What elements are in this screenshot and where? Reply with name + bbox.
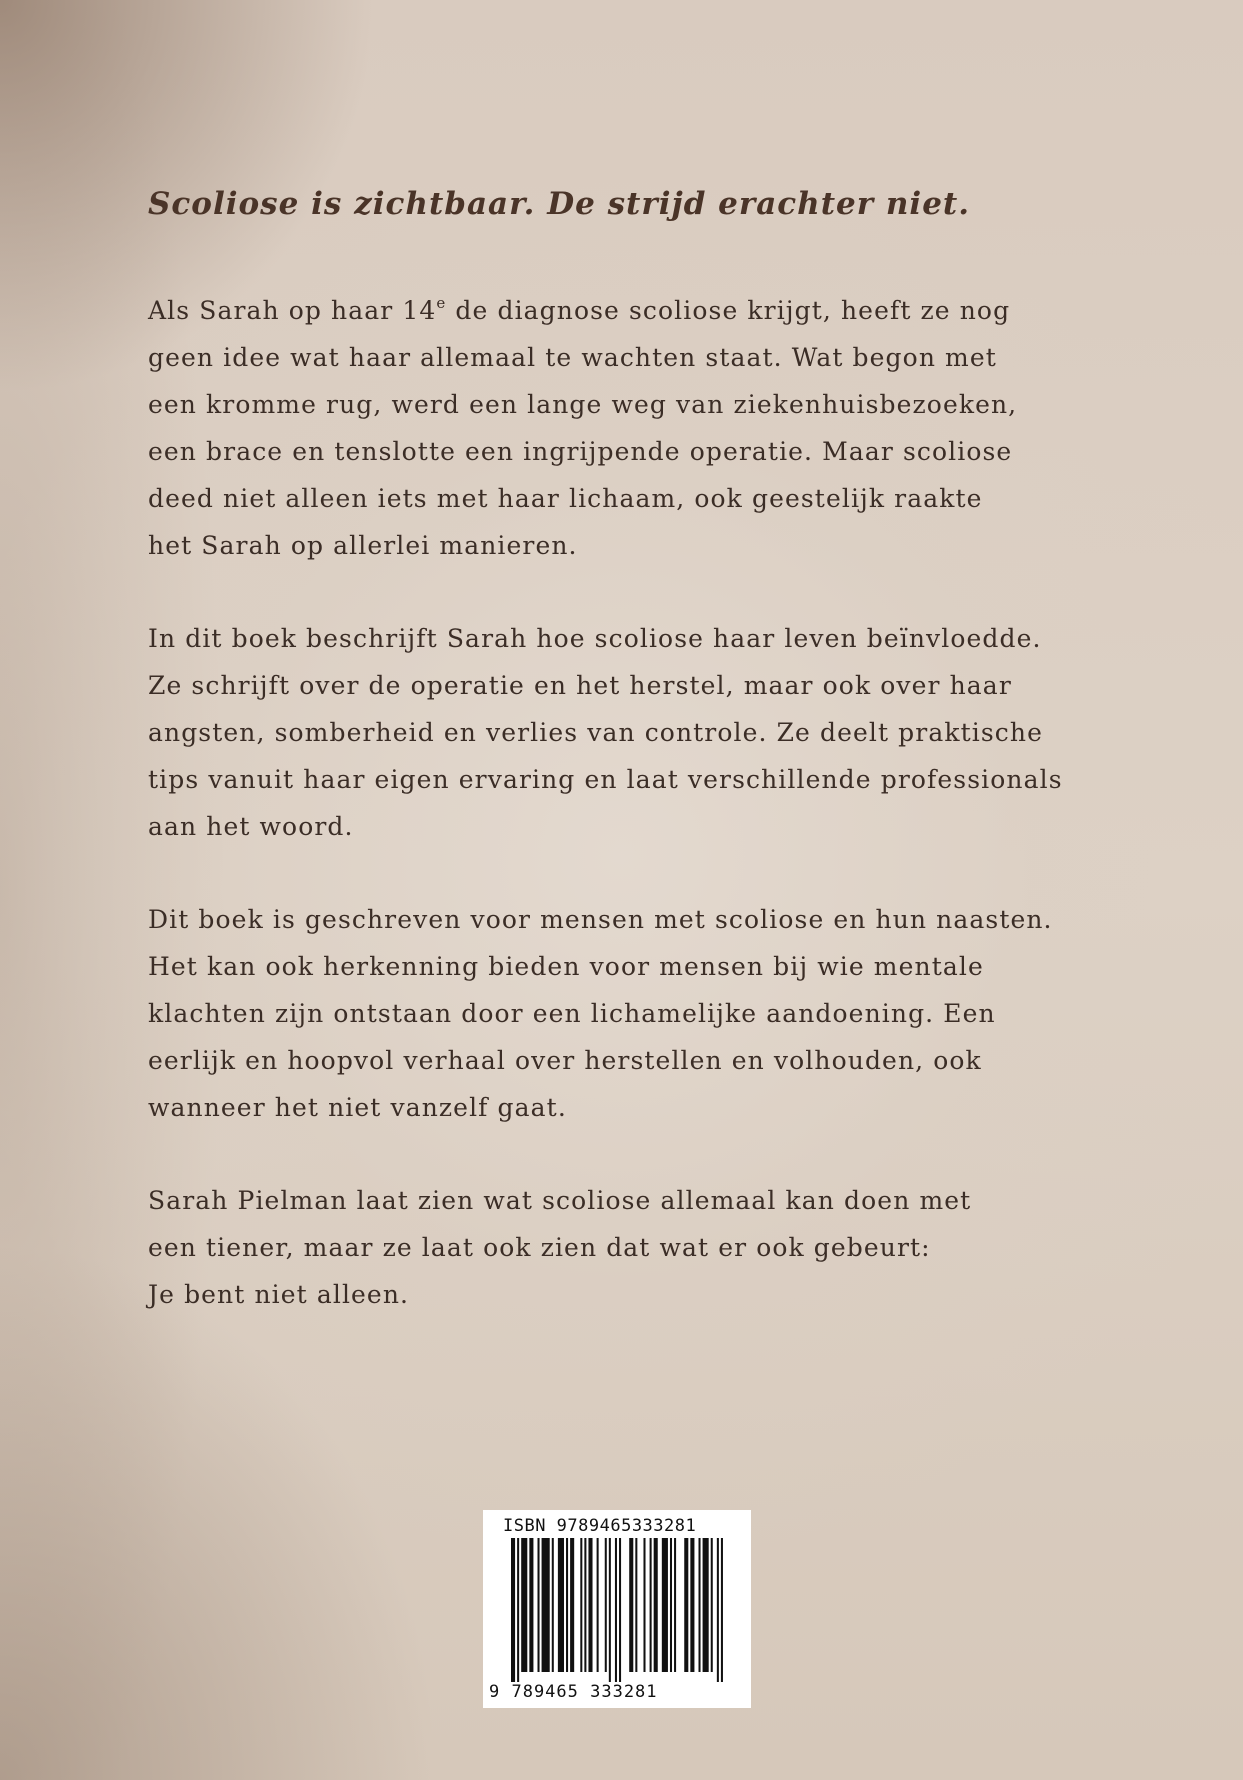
text-line: een brace en tenslotte een ingrijpende operatie. Maar scoliose — [148, 437, 1013, 466]
headline: Scoliose is zichtbaar. De strijd erachter niet. — [148, 186, 971, 222]
paragraph — [148, 896, 1088, 1131]
barcode-bar — [538, 1538, 540, 1672]
barcode-bar — [588, 1538, 592, 1672]
barcode-bar — [511, 1538, 515, 1682]
isbn-label: ISBN 9789465333281 — [503, 1516, 697, 1536]
barcode-bar — [542, 1538, 550, 1672]
barcode-bar — [521, 1538, 527, 1672]
text-line: eerlijk en hoopvol verhaal over herstellen en volhouden, ook — [148, 1046, 982, 1075]
text-line: het Sarah op allerlei manieren. — [148, 531, 578, 560]
text-line: Je bent niet alleen. — [148, 1280, 410, 1309]
barcode-bar — [517, 1538, 519, 1682]
text-line: Het kan ook herkenning bieden voor mensen bij wie mentale — [148, 952, 984, 981]
barcode-bar — [690, 1538, 694, 1672]
barcode-bar — [566, 1538, 568, 1672]
barcode-bar — [670, 1538, 672, 1672]
barcode-bar — [703, 1538, 709, 1672]
text-line: In dit boek beschrijft Sarah hoe scoliose haar leven beïnvloedde. — [148, 624, 1042, 653]
text-line: angsten, somberheid en verlies van controle. Ze deelt praktische — [148, 718, 1043, 747]
barcode-bar — [699, 1538, 701, 1672]
barcode-bars — [511, 1538, 725, 1682]
barcode-bar — [529, 1538, 533, 1672]
barcode-bar — [619, 1538, 621, 1682]
barcode-bar — [597, 1538, 599, 1672]
barcode-bar — [650, 1538, 652, 1672]
barcode-bar — [552, 1538, 554, 1672]
text-line: een kromme rug, werd een lange weg van ziekenhuisbezoeken, — [148, 390, 1018, 419]
blurb — [148, 287, 1088, 1364]
barcode-bar — [580, 1538, 582, 1672]
barcode-bar — [717, 1538, 719, 1682]
barcode-bar — [711, 1538, 713, 1672]
barcode-bar — [615, 1538, 617, 1682]
barcode-bar — [721, 1538, 723, 1682]
text-fragment: de diagnose scoliose krijgt, heeft ze nog — [446, 296, 1011, 325]
text-line: een tiener, maar ze laat ook zien dat wat er ook gebeurt: — [148, 1233, 931, 1262]
barcode-bar — [635, 1538, 637, 1672]
barcode-bar — [662, 1538, 668, 1672]
text-line: Sarah Pielman laat zien wat scoliose allemaal kan doen met — [148, 1186, 972, 1215]
paragraph — [148, 615, 1088, 850]
isbn-barcode — [483, 1510, 751, 1708]
text-line: tips vanuit haar eigen ervaring en laat verschillende professionals — [148, 765, 1063, 794]
barcode-bar — [629, 1538, 633, 1672]
barcode-bar — [558, 1538, 564, 1672]
barcode-bar — [584, 1538, 586, 1672]
barcode-bar — [605, 1538, 607, 1672]
barcode-bar — [684, 1538, 688, 1672]
text-line: aan het woord. — [148, 812, 354, 841]
isbn-digits: 9 789465 333281 — [489, 1682, 658, 1702]
barcode-bar — [674, 1538, 676, 1672]
text-line: wanneer het niet vanzelf gaat. — [148, 1093, 567, 1122]
barcode-bar — [643, 1538, 645, 1672]
barcode-bar — [609, 1538, 611, 1682]
text-fragment: Als Sarah op haar 14 — [148, 296, 437, 325]
barcode-bar — [570, 1538, 574, 1672]
text-line: Ze schrijft over de operatie en het herstel, maar ook over haar — [148, 671, 1012, 700]
paragraph — [148, 287, 1088, 569]
superscript: e — [436, 294, 447, 312]
barcode-bar — [654, 1538, 658, 1672]
text-line: klachten zijn ontstaan door een lichamelijke aandoening. Een — [148, 999, 996, 1028]
text-line: deed niet alleen iets met haar lichaam, ook geestelijk raakte — [148, 484, 983, 513]
paragraph — [148, 1177, 1088, 1318]
text-line: geen idee wat haar allemaal te wachten staat. Wat begon met — [148, 343, 997, 372]
text-line — [148, 287, 1088, 334]
text-line: Dit boek is geschreven voor mensen met scoliose en hun naasten. — [148, 905, 1053, 934]
